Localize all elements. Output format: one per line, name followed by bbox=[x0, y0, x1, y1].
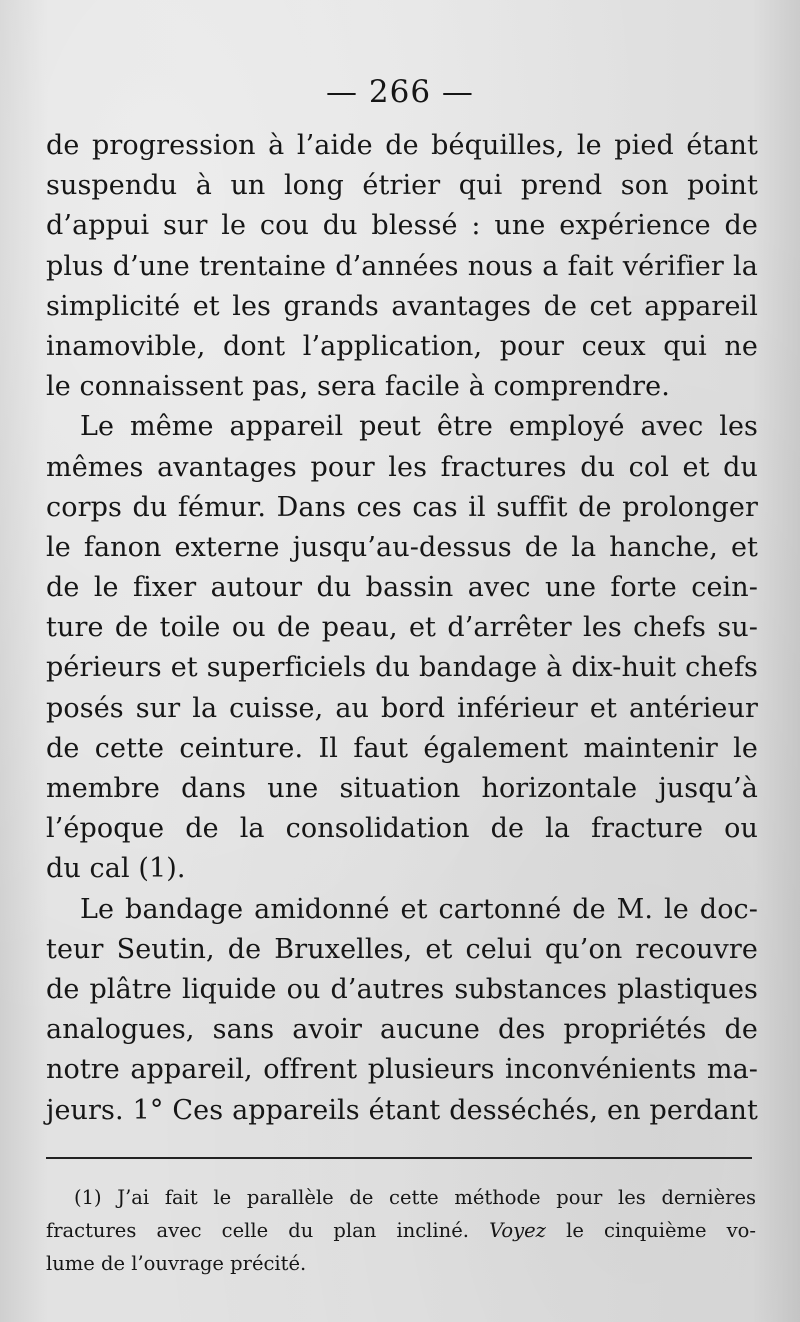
text-line: inamovible, dont l’application, pour ceux qui ne bbox=[46, 330, 758, 362]
text-line: membre dans une situation horizontale jusqu’à bbox=[46, 773, 758, 804]
text-line: l’époque de la consolidation de la fracture ou bbox=[46, 813, 758, 845]
body-text bbox=[46, 126, 758, 1131]
text-line: le fanon externe jusqu’au-dessus de la hanche, et bbox=[46, 531, 758, 563]
footnote-line bbox=[46, 1214, 756, 1247]
page-number: — 266 — bbox=[326, 74, 474, 110]
text-line: de le fixer autour du bassin avec une forte cein- bbox=[46, 572, 758, 604]
text-line: plus d’une trentaine d’années nous a fait vérifier la bbox=[46, 250, 758, 282]
footnote-line: (1) J’ai fait le parallèle de cette méthode pour les dernières bbox=[74, 1186, 756, 1209]
paragraph-end-line: du cal (1). bbox=[46, 853, 186, 885]
text-line: simplicité et les grands avantages de cet appareil bbox=[46, 290, 758, 322]
text-line: d’appui sur le cou du blessé : une expérience de bbox=[46, 210, 758, 242]
text-line: de plâtre liquide ou d’autres substances plastiques bbox=[46, 973, 758, 1005]
text-line: teur Seutin, de Bruxelles, et celui qu’on recouvre bbox=[46, 933, 758, 965]
text-line: périeurs et superficiels du bandage à dix-huit chefs bbox=[46, 652, 758, 684]
footnote-line: lume de l’ouvrage précité. bbox=[46, 1252, 307, 1275]
paragraph-start-line: Le même appareil peut être employé avec les bbox=[80, 411, 758, 443]
text-line: analogues, sans avoir aucune des propriétés de bbox=[46, 1014, 758, 1046]
text-line: jeurs. 1° Ces appareils étant desséchés, en perdant bbox=[46, 1094, 758, 1126]
text-line: ture de toile ou de peau, et d’arrêter les chefs su- bbox=[46, 612, 758, 644]
footnote-text: fractures avec celle du plan incliné. bbox=[46, 1219, 469, 1242]
text-line: de progression à l’aide de béquilles, le pied étant bbox=[46, 130, 758, 161]
paragraph-start-line: Le bandage amidonné et cartonné de M. le doc- bbox=[80, 893, 758, 925]
footnote-text: le cinquième vo- bbox=[566, 1219, 756, 1242]
text-line: mêmes avantages pour les fractures du col et du bbox=[46, 451, 758, 483]
footnote-divider bbox=[46, 1157, 752, 1159]
text-line: suspendu à un long étrier qui prend son point bbox=[46, 170, 758, 202]
footnote bbox=[46, 1181, 756, 1280]
text-line: posés sur la cuisse, au bord inférieur et antérieur bbox=[46, 692, 758, 724]
paragraph-end-line: le connaissent pas, sera facile à comprendre. bbox=[46, 371, 670, 403]
footnote-italic: Voyez bbox=[489, 1219, 546, 1242]
text-line: de cette ceinture. Il faut également maintenir le bbox=[46, 732, 758, 764]
text-line: corps du fémur. Dans ces cas il suffit de prolonger bbox=[46, 491, 758, 523]
text-line: notre appareil, offrent plusieurs inconvénients ma- bbox=[46, 1054, 758, 1086]
